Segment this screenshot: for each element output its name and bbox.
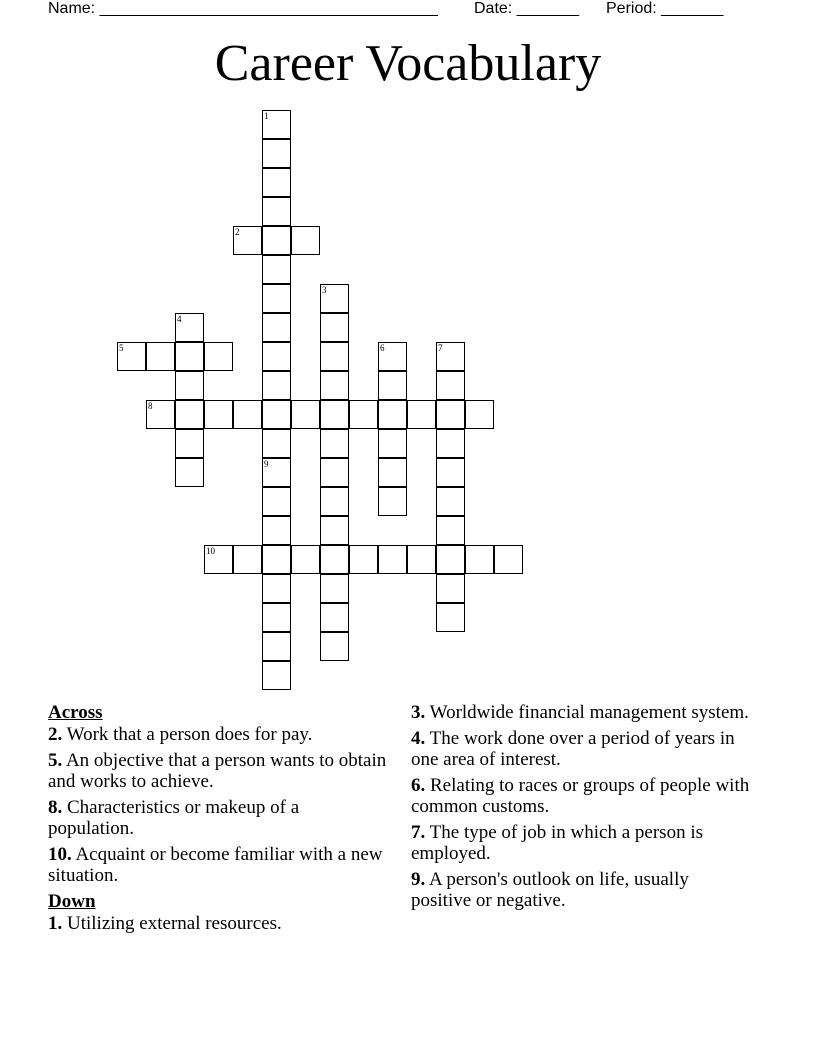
- crossword-cell[interactable]: [436, 545, 465, 574]
- crossword-cell[interactable]: [378, 458, 407, 487]
- crossword-cell[interactable]: [378, 545, 407, 574]
- crossword-cell[interactable]: [262, 487, 291, 516]
- crossword-cell[interactable]: [436, 342, 465, 371]
- crossword-cell[interactable]: [378, 429, 407, 458]
- crossword-cell[interactable]: [320, 342, 349, 371]
- crossword-cell[interactable]: [262, 400, 291, 429]
- clue-number: 8: [148, 401, 153, 411]
- crossword-cell[interactable]: [233, 545, 262, 574]
- crossword-cell[interactable]: [233, 400, 262, 429]
- clue-across-10: 10. Acquaint or become familiar with a new situation.: [48, 844, 383, 886]
- crossword-cell[interactable]: [262, 110, 291, 139]
- crossword-cell[interactable]: [175, 342, 204, 371]
- crossword-cell[interactable]: [320, 458, 349, 487]
- crossword-cell[interactable]: [175, 400, 204, 429]
- clues-column-right: [411, 702, 751, 916]
- crossword-cell[interactable]: [262, 603, 291, 632]
- crossword-cell[interactable]: [262, 545, 291, 574]
- crossword-cell[interactable]: [146, 400, 175, 429]
- name-field[interactable]: Name: ______________________________________: [48, 0, 438, 17]
- crossword-cell[interactable]: [262, 458, 291, 487]
- crossword-cell[interactable]: [146, 342, 175, 371]
- across-heading: Across: [48, 702, 103, 723]
- crossword-cell[interactable]: [436, 516, 465, 545]
- clue-number: 6: [380, 343, 385, 353]
- crossword-cell[interactable]: [436, 487, 465, 516]
- crossword-cell[interactable]: [320, 313, 349, 342]
- crossword-cell[interactable]: [465, 545, 494, 574]
- crossword-cell[interactable]: [436, 371, 465, 400]
- crossword-cell[interactable]: [117, 342, 146, 371]
- crossword-cell[interactable]: [233, 226, 262, 255]
- crossword-cell[interactable]: [175, 429, 204, 458]
- crossword-cell[interactable]: [262, 197, 291, 226]
- crossword-cell[interactable]: [320, 632, 349, 661]
- crossword-cell[interactable]: [204, 400, 233, 429]
- crossword-cell[interactable]: [320, 516, 349, 545]
- crossword-cell[interactable]: [291, 545, 320, 574]
- crossword-cell[interactable]: [262, 342, 291, 371]
- date-field[interactable]: Date: _______: [474, 0, 579, 17]
- crossword-cell[interactable]: [262, 516, 291, 545]
- crossword-cell[interactable]: [204, 545, 233, 574]
- crossword-cell[interactable]: [436, 458, 465, 487]
- crossword-cell[interactable]: [349, 545, 378, 574]
- period-field[interactable]: Period: _______: [606, 0, 724, 17]
- crossword-cell[interactable]: [465, 400, 494, 429]
- crossword-cell[interactable]: [320, 487, 349, 516]
- clue-down-7: 7. The type of job in which a person is employed.: [411, 822, 703, 864]
- clue-number: 4: [177, 314, 182, 324]
- page-title: Career Vocabulary: [214, 35, 602, 92]
- crossword-cell[interactable]: [378, 487, 407, 516]
- crossword-cell[interactable]: [262, 284, 291, 313]
- crossword-cell[interactable]: [378, 342, 407, 371]
- crossword-cell[interactable]: [320, 284, 349, 313]
- down-heading: Down: [48, 891, 96, 912]
- crossword-cell[interactable]: [378, 400, 407, 429]
- crossword-cell[interactable]: [494, 545, 523, 574]
- crossword-cell[interactable]: [291, 226, 320, 255]
- crossword-cell[interactable]: [291, 400, 320, 429]
- crossword-cell[interactable]: [262, 139, 291, 168]
- crossword-cell[interactable]: [262, 255, 291, 284]
- clue-number: 9: [264, 459, 269, 469]
- clue-across-8: 8. Characteristics or makeup of a population.: [48, 797, 300, 839]
- clue-down-6: 6. Relating to races or groups of people with common customs.: [411, 775, 750, 817]
- crossword-cell[interactable]: [175, 458, 204, 487]
- crossword-cell[interactable]: [436, 603, 465, 632]
- clue-number: 5: [119, 343, 124, 353]
- crossword-cell[interactable]: [262, 574, 291, 603]
- crossword-cell[interactable]: [204, 342, 233, 371]
- crossword-cell[interactable]: [320, 429, 349, 458]
- crossword-cell[interactable]: [262, 226, 291, 255]
- crossword-cell[interactable]: [175, 313, 204, 342]
- crossword-cell[interactable]: [262, 661, 291, 690]
- clue-across-5: 5. An objective that a person wants to obtain and works to achieve.: [48, 750, 387, 792]
- crossword-cell[interactable]: [378, 371, 407, 400]
- crossword-cell[interactable]: [407, 545, 436, 574]
- clue-down-4: 4. The work done over a period of years in one area of interest.: [411, 728, 735, 770]
- crossword-cell[interactable]: [262, 371, 291, 400]
- crossword-cell[interactable]: [320, 603, 349, 632]
- crossword-cell[interactable]: [320, 371, 349, 400]
- clue-number: 3: [322, 285, 327, 295]
- clue-number: 10: [206, 546, 215, 556]
- crossword-cell[interactable]: [175, 371, 204, 400]
- crossword-cell[interactable]: [262, 313, 291, 342]
- clue-down-1: 1. Utilizing external resources.: [48, 913, 282, 934]
- crossword-cell[interactable]: [436, 429, 465, 458]
- crossword-cell[interactable]: [436, 400, 465, 429]
- clue-number: 2: [235, 227, 240, 237]
- crossword-cell[interactable]: [320, 400, 349, 429]
- crossword-cell[interactable]: [407, 400, 436, 429]
- clue-number: 7: [438, 343, 443, 353]
- clue-number: 1: [264, 111, 269, 121]
- clue-across-2: 2. Work that a person does for pay.: [48, 724, 313, 745]
- clues-column-left: [48, 702, 388, 939]
- clue-down-9: 9. A person's outlook on life, usually positive or negative.: [411, 869, 689, 911]
- crossword-cell[interactable]: [320, 574, 349, 603]
- clue-down-3: 3. Worldwide financial management system.: [411, 702, 749, 723]
- crossword-cell[interactable]: [262, 632, 291, 661]
- crossword-cell[interactable]: [262, 168, 291, 197]
- crossword-cell[interactable]: [262, 429, 291, 458]
- crossword-cell[interactable]: [320, 545, 349, 574]
- crossword-cell[interactable]: [349, 400, 378, 429]
- crossword-cell[interactable]: [436, 574, 465, 603]
